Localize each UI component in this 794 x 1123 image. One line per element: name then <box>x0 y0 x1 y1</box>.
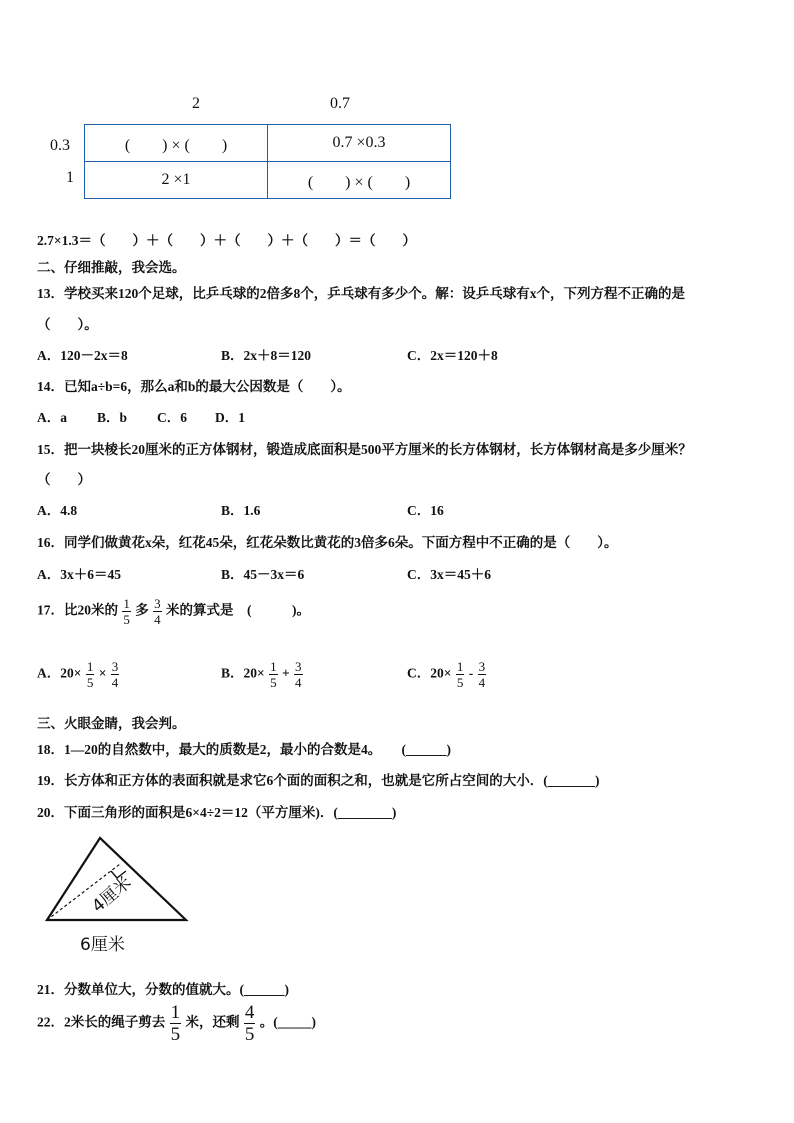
section-3-title: 三、火眼金睛，我会判。 <box>37 716 186 731</box>
denominator: 5 <box>244 1024 255 1045</box>
question-17 <box>37 597 310 626</box>
numerator: 3 <box>478 659 486 674</box>
fraction <box>122 597 131 626</box>
denominator: 4 <box>478 675 486 690</box>
grid-cell: ( ) × ( ) <box>85 125 268 162</box>
q17-option-c[interactable] <box>407 660 487 689</box>
q15-option-b[interactable]: B．1.6 <box>221 503 261 518</box>
fraction <box>244 1003 256 1044</box>
option-label: B．20× <box>221 665 265 681</box>
q14-option-c[interactable]: C．6 <box>157 410 187 425</box>
q17-option-b[interactable] <box>221 660 304 689</box>
fraction <box>86 660 95 689</box>
question-16: 16．同学们做黄花x朵，红花45朵，红花朵数比黄花的3倍多6朵。下面方程中不正确的是（ ）。 <box>37 535 618 550</box>
row-header-2: 1 <box>66 169 74 186</box>
base-label: 6厘米 <box>80 935 125 955</box>
numerator: 4 <box>244 1002 255 1023</box>
operator: + <box>281 665 290 681</box>
q16-option-b[interactable]: B．45－3x＝6 <box>221 567 305 582</box>
q13-option-c[interactable]: C．2x＝120＋8 <box>407 348 498 363</box>
question-22 <box>37 1003 316 1044</box>
q22-text-mid: 米，还剩 <box>185 1014 240 1030</box>
col-header-1: 2 <box>192 95 200 112</box>
section-2-title: 二、仔细推敲，我会选。 <box>37 260 186 275</box>
multiplication-grid <box>84 124 451 199</box>
q15-option-c[interactable]: C．16 <box>407 503 444 518</box>
triangle-figure <box>40 835 200 960</box>
numerator: 3 <box>154 596 161 611</box>
row-header-1: 0.3 <box>50 137 70 154</box>
option-label: A．20× <box>37 665 82 681</box>
numerator: 1 <box>170 1002 181 1023</box>
q17-text-post: 米的算式是 ( )。 <box>166 602 310 618</box>
denominator: 5 <box>170 1024 181 1045</box>
denominator: 4 <box>111 675 119 690</box>
height-label: 4厘米 <box>88 872 136 917</box>
question-19: 19．长方体和正方体的表面积就是求它6个面的面积之和，也就是它所占空间的大小．(_______) <box>37 773 600 788</box>
numerator: 3 <box>111 659 119 674</box>
q16-option-a[interactable]: A．3x＋6＝45 <box>37 567 121 582</box>
question-14: 14．已知a÷b=6，那么a和b的最大公因数是（ ）。 <box>37 379 351 394</box>
q22-text-pre: 22．2米长的绳子剪去 <box>37 1014 166 1030</box>
q16-option-c[interactable]: C．3x＝45＋6 <box>407 567 491 582</box>
question-21: 21．分数单位大，分数的值就大。(______) <box>37 982 289 997</box>
denominator: 4 <box>295 675 302 690</box>
fraction <box>478 660 487 689</box>
fraction <box>153 597 162 626</box>
fraction <box>294 660 303 689</box>
sum-line: 2.7×1.3＝（ ）＋（ ）＋（ ）＋（ ）＝（ ） <box>37 233 416 248</box>
operator: × <box>98 665 107 681</box>
fraction <box>111 660 120 689</box>
question-18: 18．1—20的自然数中，最大的质数是2，最小的合数是4。 (______) <box>37 742 451 757</box>
grid-cell: 2 ×1 <box>85 162 268 199</box>
numerator: 1 <box>270 659 277 674</box>
denominator: 5 <box>86 675 94 690</box>
q14-option-d[interactable]: D．1 <box>215 410 245 425</box>
denominator: 5 <box>123 612 130 627</box>
q14-option-b[interactable]: B．b <box>97 410 128 425</box>
q13-option-b[interactable]: B．2x＋8＝120 <box>221 348 312 363</box>
q17-text-pre: 17．比20米的 <box>37 602 118 618</box>
operator: - <box>468 665 474 681</box>
question-13: 13．学校买来120个足球，比乒乓球的2倍多8个，乒乓球有多少个。解：设乒乓球有x个，下列方程不正确的是 <box>37 286 685 301</box>
q15-option-a[interactable]: A．4.8 <box>37 503 78 518</box>
fraction <box>269 660 278 689</box>
numerator: 1 <box>456 659 464 674</box>
question-20: 20．下面三角形的面积是6×4÷2＝12（平方厘米)．(________) <box>37 805 397 820</box>
denominator: 5 <box>456 675 464 690</box>
numerator: 1 <box>86 659 94 674</box>
q13-option-a[interactable]: A．120－2x＝8 <box>37 348 128 363</box>
numerator: 1 <box>123 596 130 611</box>
denominator: 5 <box>270 675 277 690</box>
denominator: 4 <box>154 612 161 627</box>
col-header-2: 0.7 <box>330 95 350 112</box>
question-15-cont: （ ） <box>37 472 91 487</box>
q17-option-a[interactable] <box>37 660 120 689</box>
grid-cell: 0.7 ×0.3 <box>268 125 451 162</box>
grid-cell: ( ) × ( ) <box>268 162 451 199</box>
q14-option-a[interactable]: A．a <box>37 410 67 425</box>
q17-text-mid: 多 <box>135 602 149 618</box>
option-label: C．20× <box>407 665 452 681</box>
q22-text-post: 。(_____) <box>259 1014 316 1030</box>
question-15: 15．把一块棱长20厘米的正方体钢材，锻造成底面积是500平方厘米的长方体钢材，长方体钢材高是多少厘米？ <box>37 442 692 457</box>
fraction <box>456 660 465 689</box>
question-13-cont: （ ）。 <box>37 317 98 332</box>
numerator: 3 <box>295 659 302 674</box>
fraction <box>170 1003 182 1044</box>
